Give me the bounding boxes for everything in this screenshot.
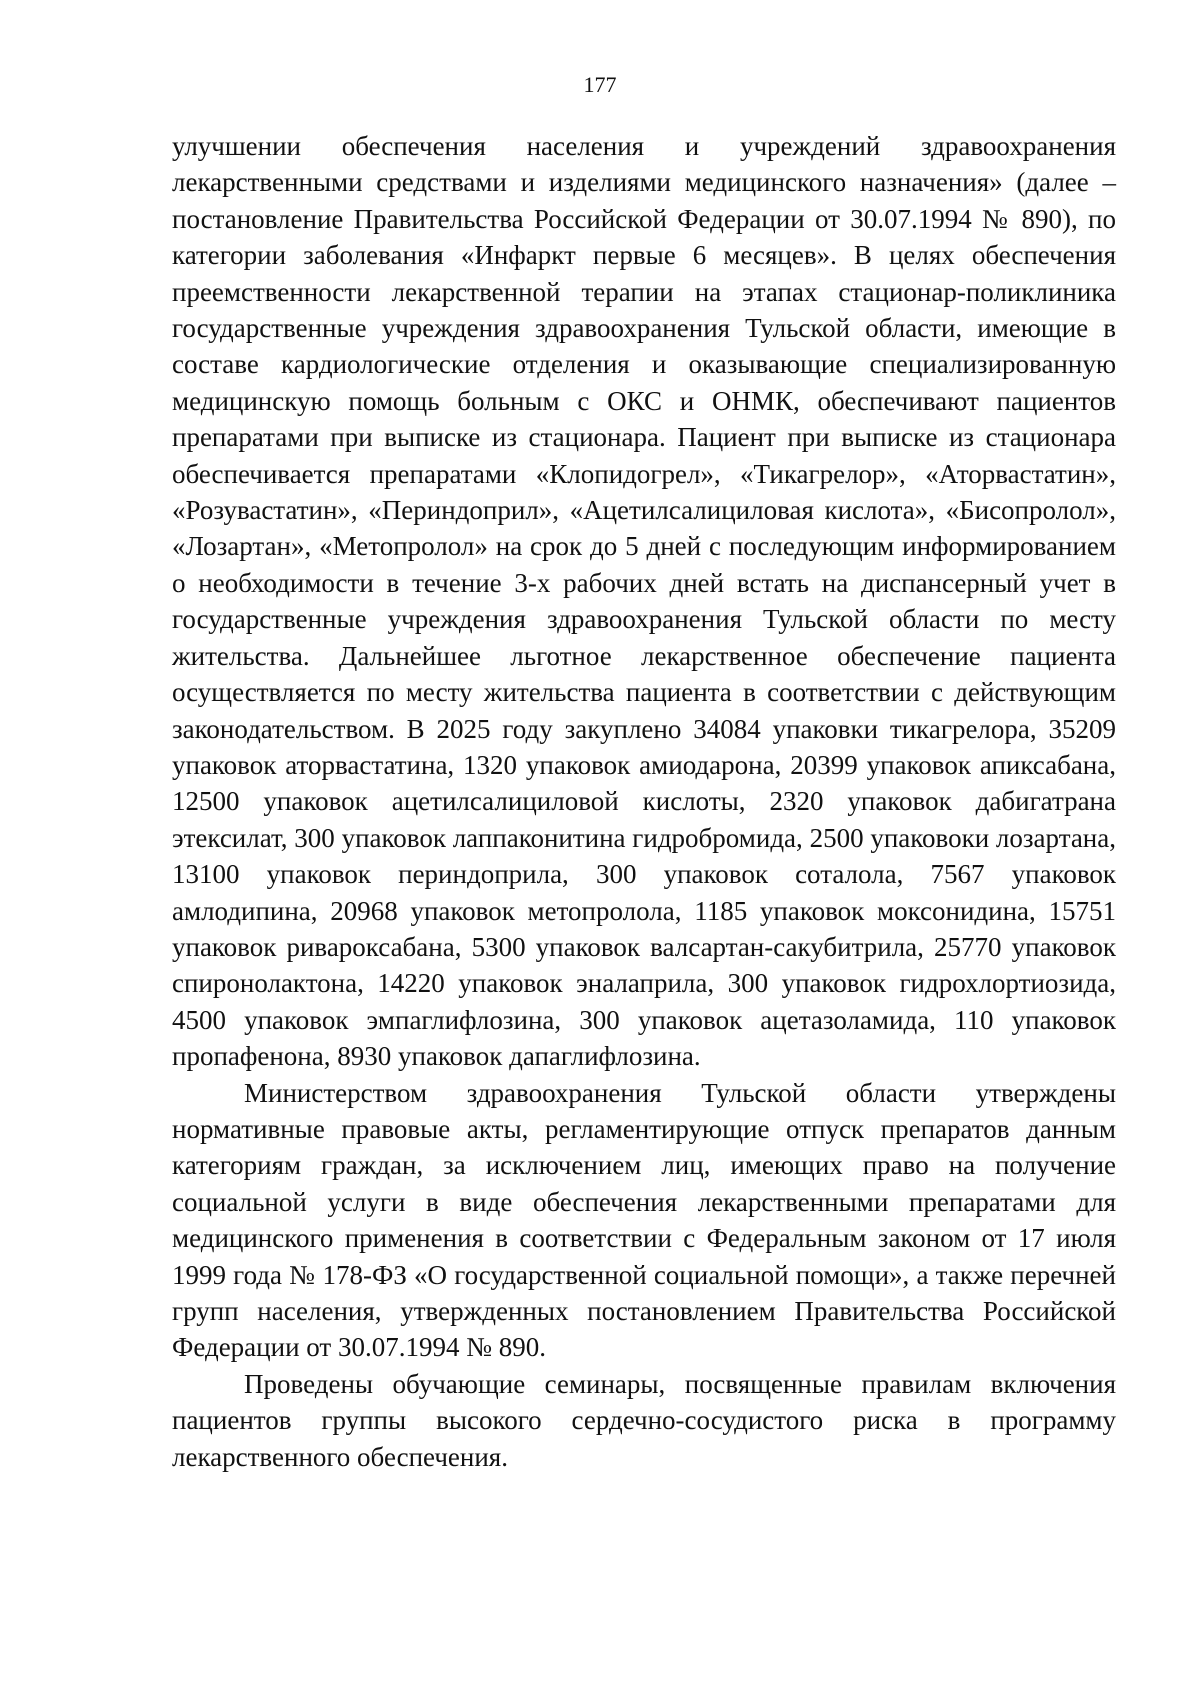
document-body [172,128,1116,1475]
page-number: 177 [583,72,617,97]
paragraph-seminars: Проведены обучающие семинары, посвященные правилам включения пациентов группы высокого сердечно-сосудистого риска в программу лекарственного обеспечения. [172,1368,1116,1472]
paragraph-normative-acts: Министерством здравоохранения Тульской области утверждены нормативные правовые акты, регламентирующие отпуск препаратов данным категориям граждан, за исключением лиц, имеющих право на получение социальной услуги в виде обеспечения лекарственными препаратами для медицинского применения в соответствии с Федеральным законом от 17 июля 1999 года № 178-ФЗ «О государственной социальной помощи», а также перечней групп населения, утвержденных постановлением Правительства Российской Федерации от 30.07.1994 № 890. [172,1077,1116,1363]
paragraph-continuation: улучшении обеспечения населения и учреждений здравоохранения лекарственными средствами и изделиями медицинского назначения» (далее – постановление Правительства Российской Федерации от 30.07.1994 № 890), по категории заболевания «Инфаркт первые 6 месяцев». В целях обеспечения преемственности лекарственной терапии на этапах стационар-поликлиника государственные учреждения здравоохранения Тульской области, имеющие в составе кардиологические отделения и оказывающие специализированную медицинскую помощь больным с ОКС и ОНМК, обеспечивают пациентов препаратами при выписке из стационара. Пациент при выписке из стационара обеспечивается препаратами «Клопидогрел», «Тикагрелор», «Аторвастатин», «Розувастатин», «Периндоприл», «Ацетилсалициловая кислота», «Бисопролол», «Лозартан», «Метопролол» на срок до 5 дней с последующим информированием о необходимости в течение 3-х рабочих дней встать на диспансерный учет в государственные учреждения здравоохранения Тульской области по месту жительства. Дальнейшее льготное лекарственное обеспечение пациента осуществляется по месту жительства пациента в соответствии с действующим законодательством. В 2025 году закуплено 34084 упаковки тикагрелора, 35209 упаковок аторвастатина, 1320 упаковок амиодарона, 20399 упаковок апиксабана, 12500 упаковок ацетилсалициловой кислоты, 2320 упаковок дабигатрана этексилат, 300 упаковок лаппаконитина гидробромида, 2500 упаковоки лозартана, 13100 упаковок периндоприла, 300 упаковок соталола, 7567 упаковок амлодипина, 20968 упаковок метопролола, 1185 упаковок моксонидина, 15751 упаковок ривароксабана, 5300 упаковок валсартан-сакубитрила, 25770 упаковок спиронолактона, 14220 упаковок эналаприла, 300 упаковок гидрохлортиозида, 4500 упаковок эмпаглифлозина, 300 упаковок ацетазоламида, 110 упаковок пропафенона, 8930 упаковок дапаглифлозина. [172,131,1116,1072]
